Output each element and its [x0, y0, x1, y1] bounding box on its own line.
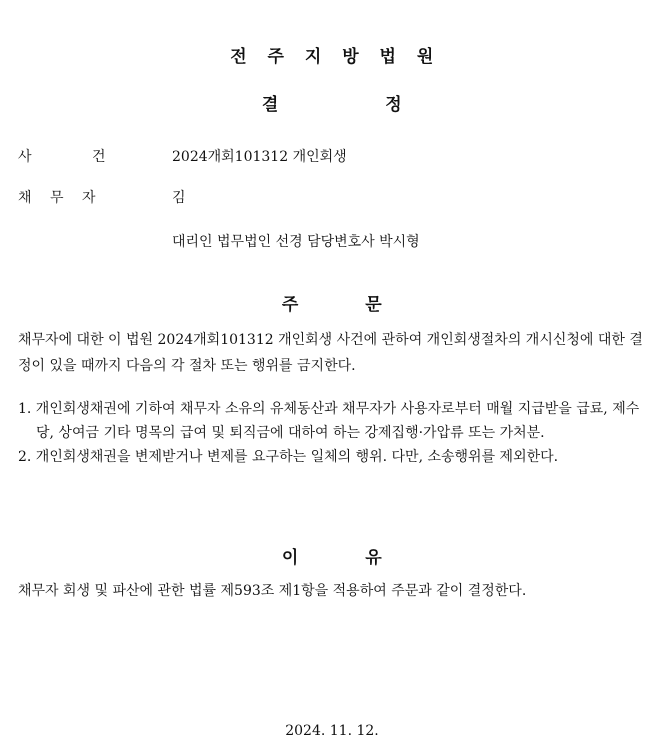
order-item: 1. 개인회생채권에 기하여 채무자 소유의 유체동산과 채무자가 사용자로부터 매월 지급받을 급료, 제수당, 상여금 기타 명목의 급여 및 퇴직금에 대하여 하는 강제집행·가압류 또는 가처분. [18, 401, 640, 441]
debtor-name: 김 [172, 190, 186, 206]
debtor-agent: 대리인 법무법인 선경 담당변호사 박시형 [172, 234, 420, 250]
order-item: 2. 개인회생채권을 변제받거나 변제를 요구하는 일체의 행위. 다만, 소송행위를 제외한다. [18, 449, 559, 465]
document-title: 결 정 [261, 95, 403, 115]
court-name: 전 주 지 방 법 원 [230, 47, 434, 67]
case-label: 사 건 [18, 149, 106, 165]
case-number: 2024개회101312 개인회생 [172, 149, 347, 165]
order-paragraph: 채무자에 대한 이 법원 2024개회101312 개인회생 사건에 관하여 개인회생절차의 개시신청에 대한 결정이 있을 때까지 다음의 각 절차 또는 행위를 금지한다. [18, 332, 643, 374]
order-heading: 주 문 [281, 295, 383, 315]
order-list [18, 397, 648, 469]
decision-date: 2024. 11. 12. [285, 723, 379, 739]
reason-heading: 이 유 [281, 548, 383, 568]
debtor-label: 채 무 자 [18, 190, 96, 206]
reason-paragraph: 채무자 회생 및 파산에 관한 법률 제593조 제1항을 적용하여 주문과 같이 결정한다. [18, 583, 527, 599]
